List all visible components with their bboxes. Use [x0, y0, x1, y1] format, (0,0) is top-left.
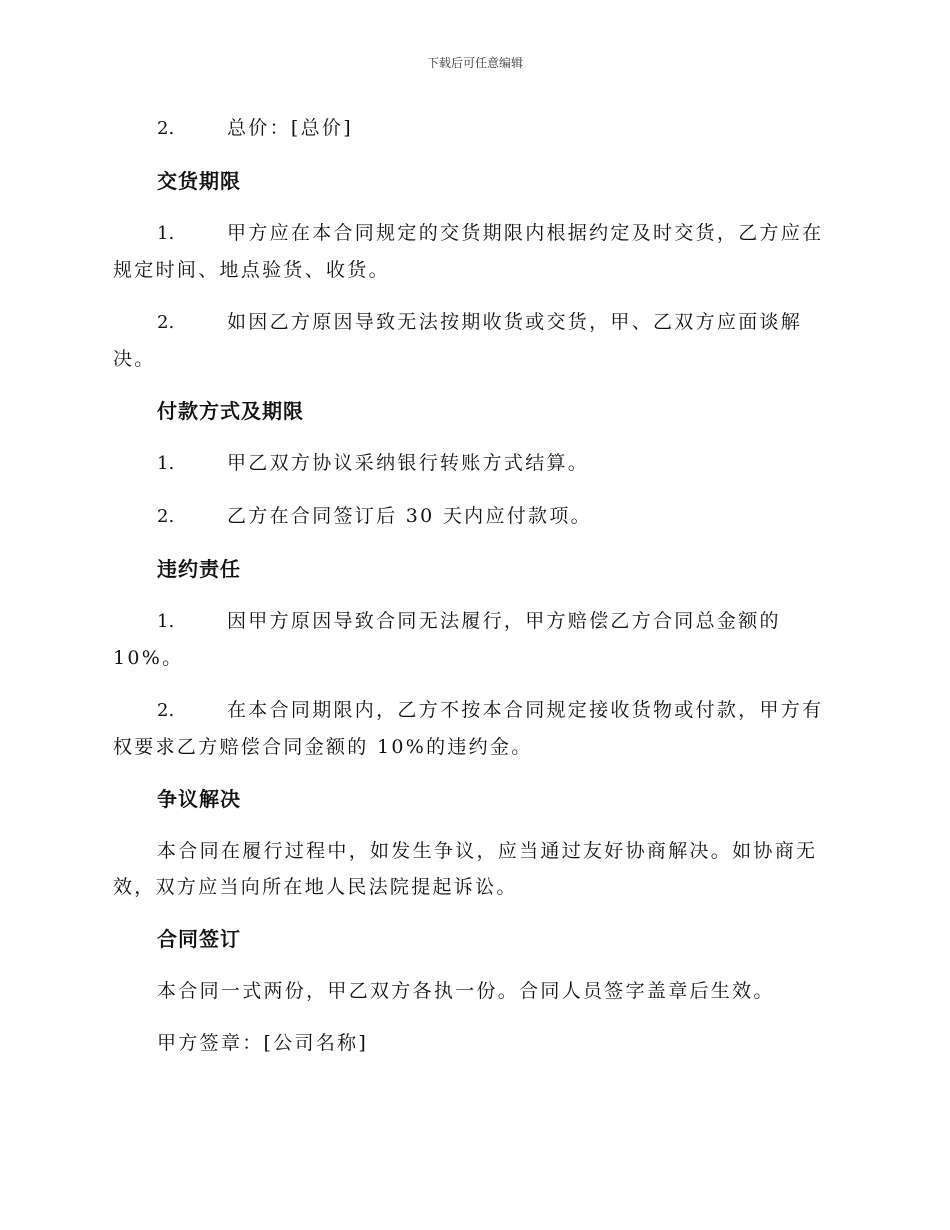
item-text: 因甲方原因导致合同无法履行，甲方赔偿乙方合同总金额的10%。	[113, 610, 781, 669]
dispute-paragraph: 本合同在履行过程中，如发生争议，应当通过友好协商解决。如协商无效，双方应当向所在地人民法院提起诉讼。	[113, 840, 818, 898]
document-body	[113, 110, 833, 1077]
item-number: 1.	[157, 223, 175, 244]
liability-item-1	[113, 603, 833, 676]
party-a-signature-line: 甲方签章：[公司名称]	[157, 1032, 369, 1054]
item-number: 2.	[157, 700, 175, 721]
item-text: 乙方在合同签订后 30 天内应付款项。	[227, 505, 592, 527]
item-number: 1.	[157, 611, 175, 632]
item-text: 总价：[总价]	[227, 117, 353, 139]
payment-item-1	[113, 445, 833, 482]
section-heading-liability: 违约责任	[157, 557, 241, 581]
signing-paragraph: 本合同一式两份，甲乙双方各执一份。合同人员签字盖章后生效。	[157, 980, 775, 1002]
item-number: 2.	[157, 312, 175, 333]
page-header: 下载后可任意编辑	[426, 56, 523, 70]
item-text: 甲乙双方协议采纳银行转账方式结算。	[227, 452, 590, 474]
section-heading-dispute: 争议解决	[157, 787, 241, 811]
item-text: 在本合同期限内，乙方不按本合同规定接收货物或付款，甲方有权要求乙方赔偿合同金额的 10%的违约金。	[113, 699, 824, 758]
item-number: 2.	[157, 118, 175, 139]
item-text: 甲方应在本合同规定的交货期限内根据约定及时交货，乙方应在规定时间、地点验货、收货。	[113, 222, 824, 281]
payment-item-2	[113, 498, 833, 535]
section-heading-delivery: 交货期限	[157, 169, 241, 193]
price-item	[113, 110, 833, 147]
item-number: 2.	[157, 506, 175, 527]
item-number: 1.	[157, 453, 175, 474]
delivery-item-2	[113, 304, 833, 377]
item-text: 如因乙方原因导致无法按期收货或交货，甲、乙双方应面谈解决。	[113, 311, 803, 370]
section-heading-signing: 合同签订	[157, 927, 241, 951]
section-heading-payment: 付款方式及期限	[157, 399, 304, 423]
delivery-item-1	[113, 215, 833, 288]
liability-item-2	[113, 692, 833, 765]
